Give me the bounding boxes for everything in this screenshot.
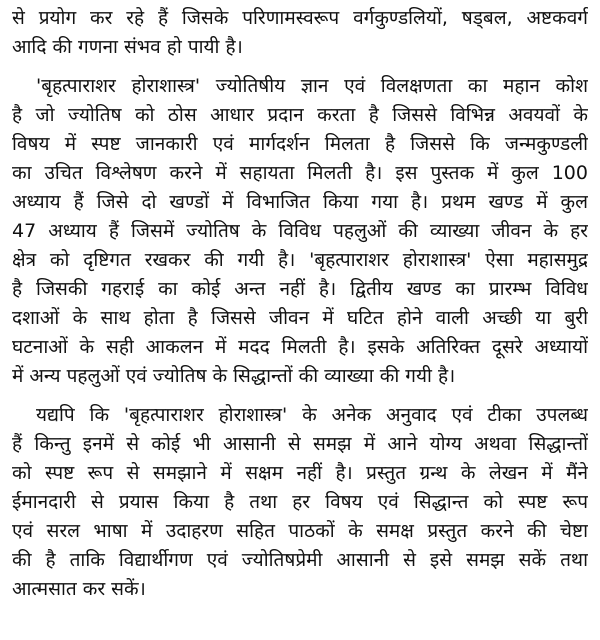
paragraph-3 bbox=[12, 401, 588, 604]
text-line: हैं किन्तु इनमें से कोई भी आसानी से समझ में आने योग्य अथवा सिद्धान्तों bbox=[12, 433, 588, 455]
paragraph-1 bbox=[12, 4, 588, 62]
text-line: 47 अध्याय हैं जिसमें ज्योतिष के विविध पहलुओं की व्याख्या जीवन के हर bbox=[12, 220, 588, 242]
text-line: का उचित विश्लेषण करने में सहायता मिलती है। इस पुस्तक में कुल 100 bbox=[12, 162, 588, 184]
text-line: है जिसकी गहराई का कोई अन्त नहीं है। द्वितीय खण्ड का प्रारम्भ विविध bbox=[12, 278, 588, 300]
text-line: 'बृहत्पाराशर होराशास्त्र' ज्योतिषीय ज्ञान एवं विलक्षणता का महान कोश bbox=[36, 75, 588, 97]
text-line: ईमानदारी से प्रयास किया है तथा हर विषय एवं सिद्धान्त को स्पष्ट रूप bbox=[12, 491, 588, 513]
text-line: को स्पष्ट रूप से समझाने में सक्षम नहीं है। प्रस्तुत ग्रन्थ के लेखन में मैंने bbox=[12, 462, 588, 484]
text-line: है जो ज्योतिष को ठोस आधार प्रदान करता है जिससे विभिन्न अवयवों के bbox=[12, 104, 588, 126]
text-line: एवं सरल भाषा में उदाहरण सहित पाठकों के समक्ष प्रस्तुत करने की चेष्टा bbox=[12, 520, 588, 542]
text-line: यद्यपि कि 'बृहत्पाराशर होराशास्त्र' के अनेक अनुवाद एवं टीका उपलब्ध bbox=[36, 404, 588, 426]
paragraph-2 bbox=[12, 72, 588, 391]
text-line: दशाओं के साथ होता है जिससे जीवन में घटित होने वाली अच्छी या बुरी bbox=[12, 307, 588, 329]
text-line: अध्याय हैं जिसे दो खण्डों में विभाजित किया गया है। प्रथम खण्ड में कुल bbox=[12, 191, 588, 213]
text-line: में अन्य पहलुओं एवं ज्योतिष के सिद्धान्तों की व्याख्या की गयी है। bbox=[12, 365, 456, 387]
text-line: आदि की गणना संभव हो पायी है। bbox=[12, 36, 243, 58]
text-line: घटनाओं के सही आकलन में मदद मिलती है। इसके अतिरिक्त दूसरे अध्यायों bbox=[12, 336, 588, 358]
text-line: विषय में स्पष्ट जानकारी एवं मार्गदर्शन मिलता है जिससे कि जन्मकुण्डली bbox=[12, 133, 588, 155]
text-line: से प्रयोग कर रहे हैं जिसके परिणामस्वरूप वर्गकुण्डलियों, षड्बल, अष्टकवर्ग bbox=[12, 7, 588, 29]
text-line: आत्मसात कर सकें। bbox=[12, 578, 146, 600]
text-line: क्षेत्र को दृष्टिगत रखकर की गयी है। 'बृहत्पाराशर होराशास्त्र' ऐसा महासमुद्र bbox=[12, 249, 588, 271]
text-line: की है ताकि विद्यार्थीगण एवं ज्योतिषप्रेमी आसानी से इसे समझ सकें तथा bbox=[12, 549, 588, 571]
